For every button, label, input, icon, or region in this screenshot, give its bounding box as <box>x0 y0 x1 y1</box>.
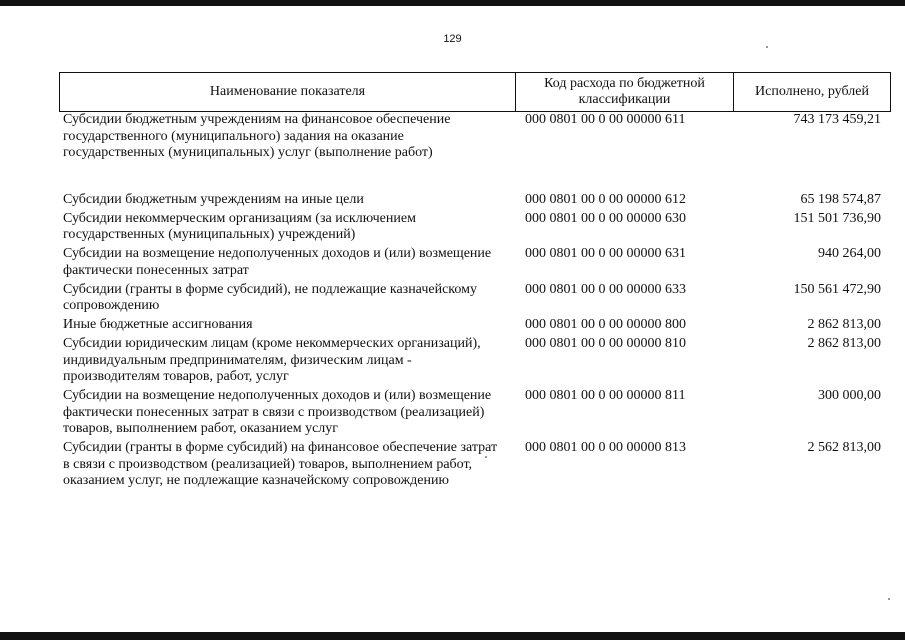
scan-speck <box>766 46 768 48</box>
table-row <box>63 440 891 490</box>
row-executed: 743 173 459,21 <box>793 112 881 127</box>
row-executed: 300 000,00 <box>818 388 881 403</box>
row-code: 000 0801 00 0 00 00000 811 <box>525 388 686 403</box>
table-row <box>63 317 891 334</box>
scan-speck <box>888 598 890 600</box>
row-code: 000 0801 00 0 00 00000 630 <box>525 210 686 226</box>
row-executed: 2 862 813,00 <box>807 336 881 351</box>
row-name: Субсидии бюджетным учреждениям на финансовое обеспечение государственного (муниципального) задания на оказание государственных (муниципальных) услуг (выполнение работ) <box>63 112 451 160</box>
row-name: Субсидии юридическим лицам (кроме некоммерческих организаций), индивидуальным предпринимателям, физическим лицам - производителям товаров, работ, услуг <box>63 336 481 384</box>
row-code: 000 0801 00 0 00 00000 813 <box>525 440 686 455</box>
row-name: Субсидии на возмещение недополученных доходов и (или) возмещение фактически понесенных затрат в связи с производством (реализацией) товаров, выполнением работ, оказанием услуг <box>63 388 492 436</box>
row-code: 000 0801 00 0 00 00000 800 <box>525 317 686 332</box>
row-code: 000 0801 00 0 00 00000 611 <box>525 112 686 127</box>
table-row <box>63 211 891 244</box>
page-number: 129 <box>443 33 462 45</box>
scan-border-bottom <box>0 632 905 640</box>
row-executed: 65 198 574,87 <box>800 191 881 207</box>
row-name: Субсидии (гранты в форме субсидий) на финансовое обеспечение затрат в связи с производством (реализацией) товаров, выполнением работ, оказанием услуг, не подлежащие казначейскому сопровождению <box>63 440 498 488</box>
scan-border-top <box>0 0 905 6</box>
row-executed: 2 562 813,00 <box>807 440 881 455</box>
table-row <box>63 282 891 315</box>
row-executed: 940 264,00 <box>818 246 881 261</box>
row-code: 000 0801 00 0 00 00000 631 <box>525 246 686 261</box>
table-row <box>63 192 891 209</box>
row-name: Субсидии бюджетным учреждениям на иные цели <box>63 191 364 207</box>
table-header <box>59 72 891 112</box>
row-name: Субсидии (гранты в форме субсидий), не подлежащие казначейскому сопровождению <box>63 281 477 313</box>
row-executed: 150 561 472,90 <box>793 281 881 297</box>
row-code: 000 0801 00 0 00 00000 612 <box>525 191 686 207</box>
row-name: Субсидии некоммерческим организациям (за исключением государственных (муниципальных) учреждений) <box>63 210 416 242</box>
table-row <box>63 112 891 162</box>
row-executed: 2 862 813,00 <box>807 317 881 332</box>
row-code: 000 0801 00 0 00 00000 810 <box>525 336 686 351</box>
row-executed: 151 501 736,90 <box>793 210 881 226</box>
header-executed: Исполнено, рублей <box>755 84 869 99</box>
row-name: Иные бюджетные ассигнования <box>63 317 253 332</box>
header-name: Наименование показателя <box>60 73 516 111</box>
table-row <box>63 388 891 438</box>
table-row <box>63 336 891 386</box>
row-name: Субсидии на возмещение недополученных доходов и (или) возмещение фактически понесенных затрат <box>63 246 492 278</box>
row-code: 000 0801 00 0 00 00000 633 <box>525 281 686 297</box>
header-code: Код расхода по бюджетной классификации <box>516 73 734 111</box>
scan-speck <box>485 456 487 458</box>
table-body <box>63 112 891 492</box>
table-row <box>63 246 891 279</box>
